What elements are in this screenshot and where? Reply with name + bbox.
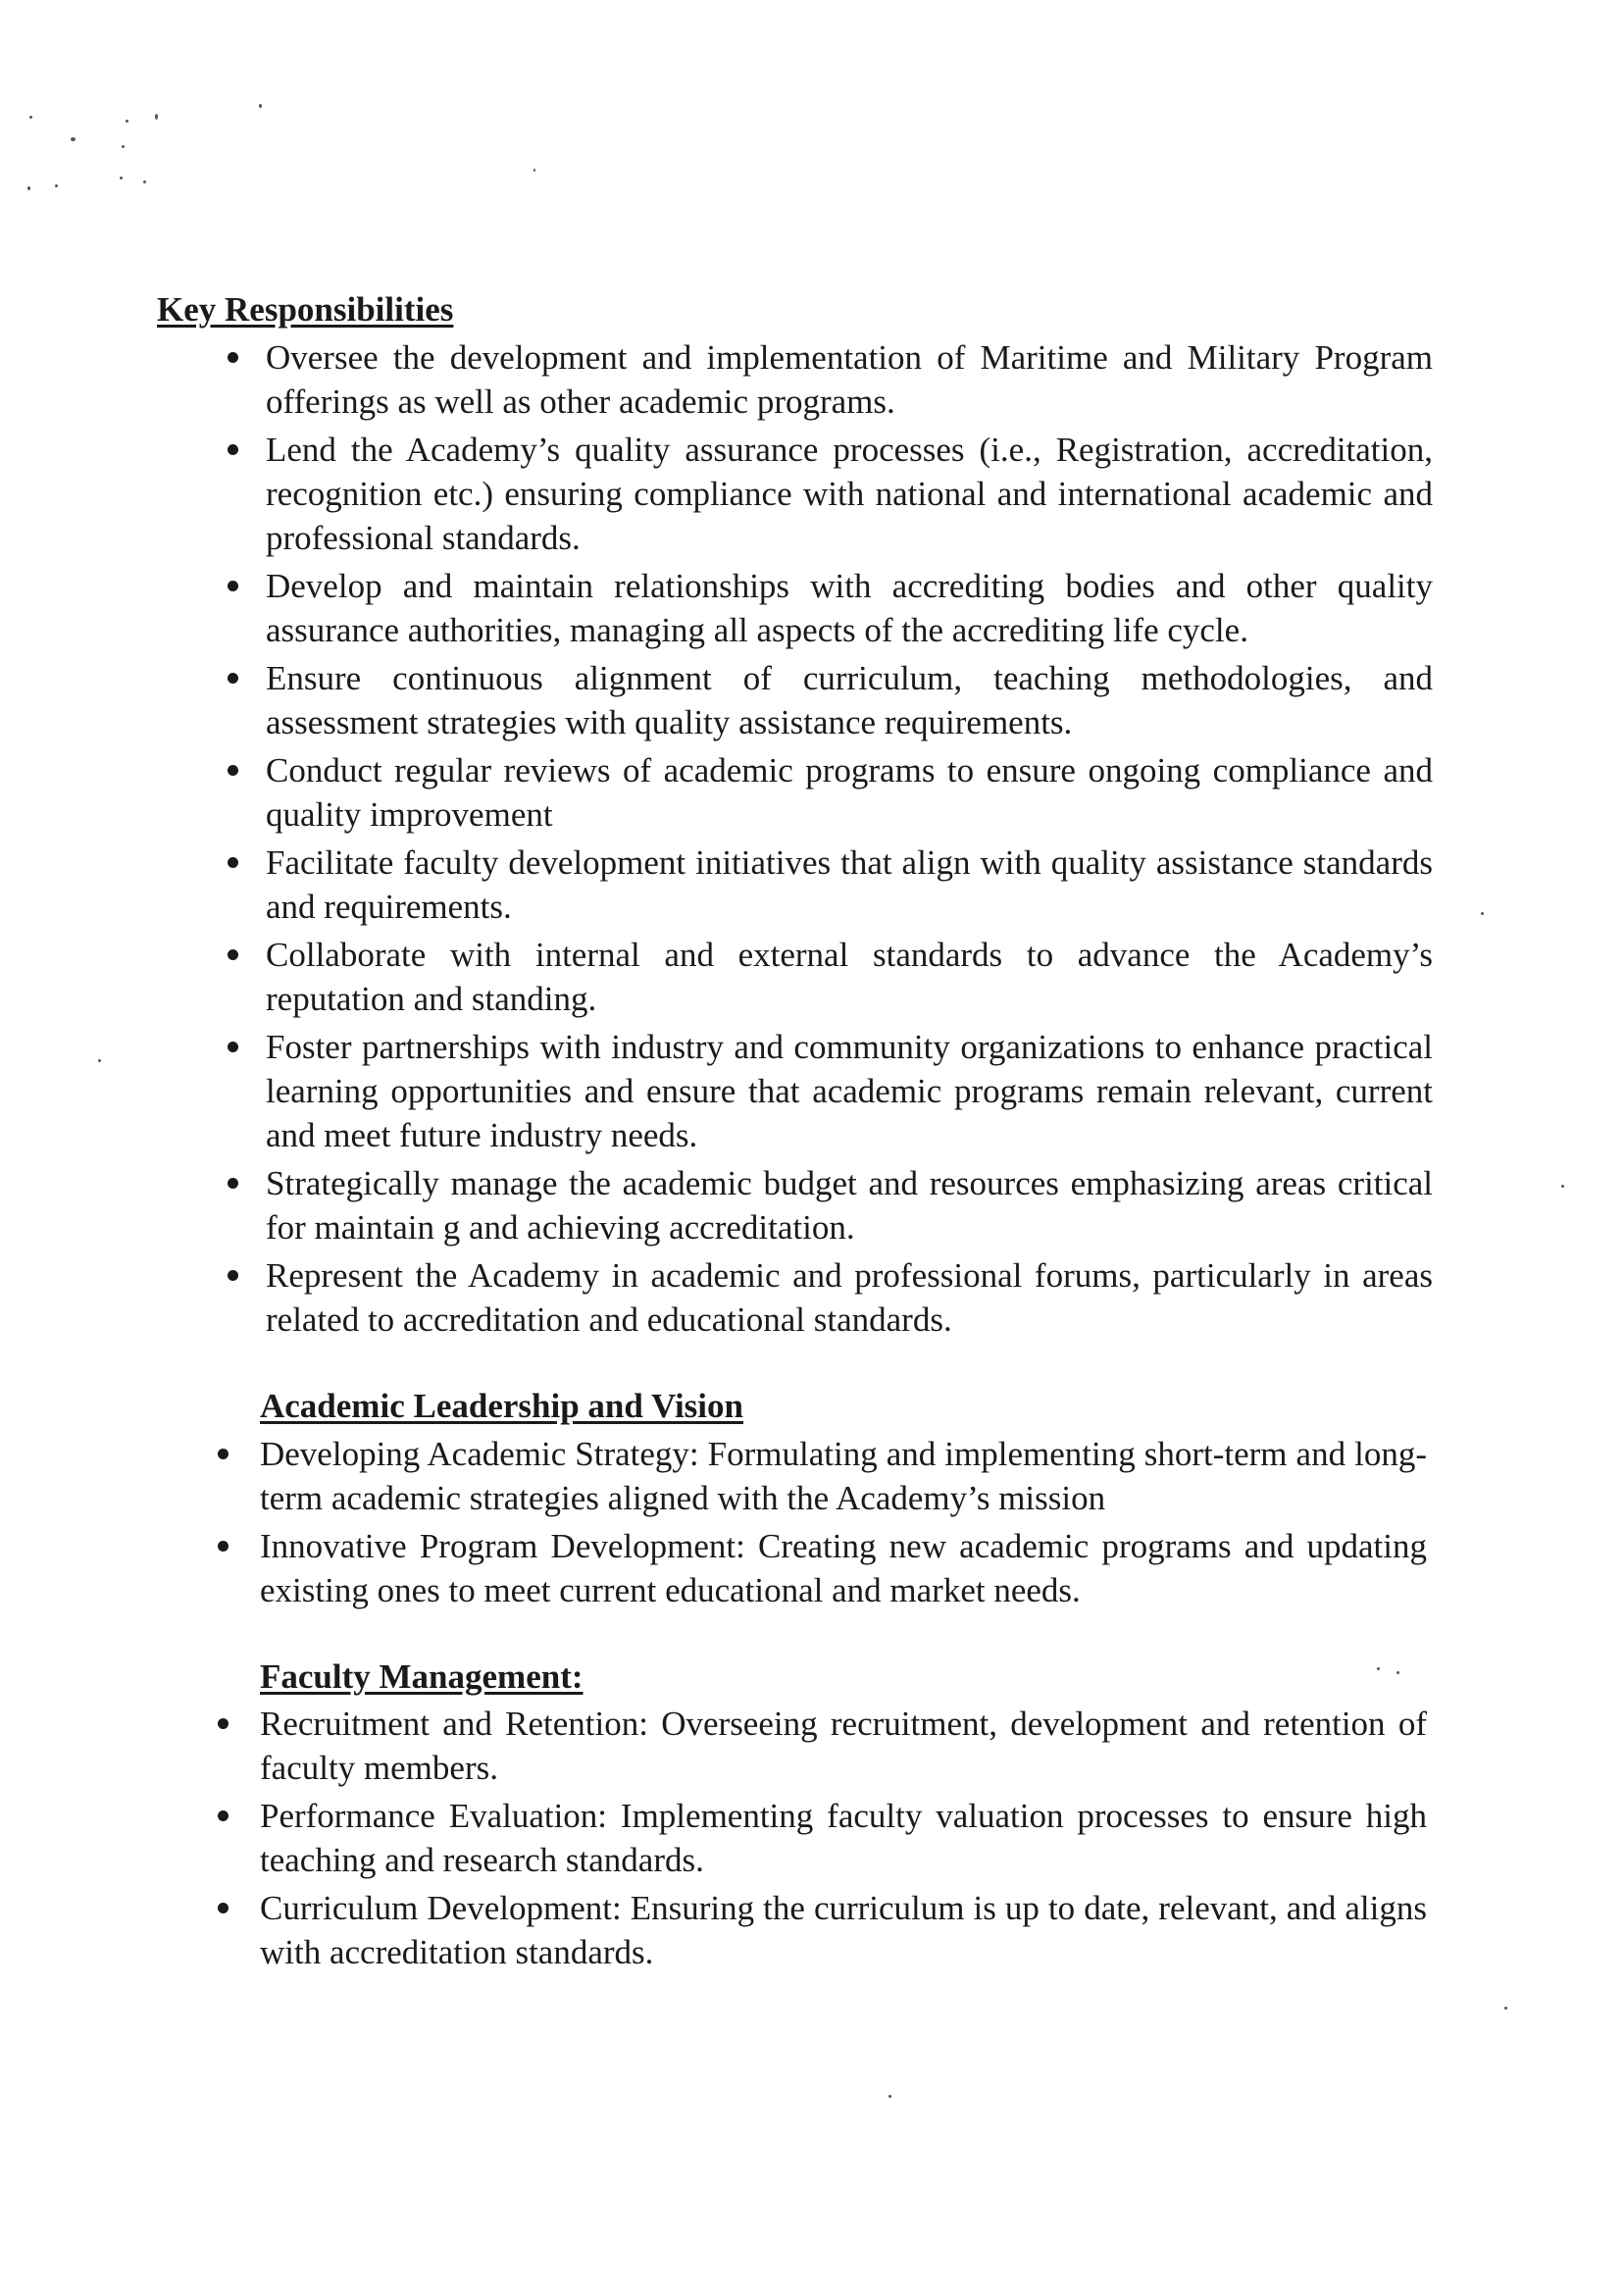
list-item-text: Ensure continuous alignment of curriculum, teaching methodologies, and assessment strategies with quality assistance requirements. (266, 659, 1433, 741)
scan-speck (98, 1059, 101, 1062)
list-item-text: Foster partnerships with industry and community organizations to enhance practical learning opportunities and ensure that academic programs remain relevant, current and meet future industry needs. (266, 1028, 1433, 1154)
scan-speck (55, 184, 58, 187)
list-item-text: Represent the Academy in academic and professional forums, particularly in areas related to accreditation and educational standards. (266, 1256, 1433, 1339)
list-item (260, 1702, 1427, 1790)
bullet-icon (228, 673, 238, 684)
list-item (266, 748, 1433, 837)
list-item (266, 1025, 1433, 1157)
scan-speck (1561, 1185, 1564, 1188)
section-title-academic-leadership: Academic Leadership and Vision (260, 1387, 743, 1425)
scan-speck (259, 104, 262, 108)
list-item-text: Strategically manage the academic budget and resources emphasizing areas critical for maintain g and achieving accreditation. (266, 1164, 1433, 1247)
scan-speck (27, 186, 30, 190)
bullet-icon (228, 1178, 238, 1189)
list-item (260, 1886, 1427, 1974)
scan-speck (155, 114, 158, 120)
bullet-icon (228, 949, 238, 960)
key-responsibilities-list (266, 335, 1433, 1342)
scan-speck (143, 180, 146, 183)
list-item-text: Develop and maintain relationships with accrediting bodies and other quality assurance authorities, managing all aspects of the accrediting life cycle. (266, 567, 1433, 649)
list-item (266, 564, 1433, 652)
section-title-key-responsibilities: Key Responsibilities (157, 290, 454, 329)
list-item-text: Collaborate with internal and external standards to advance the Academy’s reputation and standing. (266, 936, 1433, 1018)
list-item (260, 1794, 1427, 1882)
bullet-icon (228, 1270, 238, 1281)
bullet-icon (228, 581, 238, 591)
bullet-icon (228, 444, 238, 455)
scan-speck (29, 116, 32, 119)
list-item (266, 841, 1433, 929)
scan-speck (888, 2095, 891, 2098)
scan-speck (1504, 2007, 1507, 2010)
section-title-faculty-management: Faculty Management: (260, 1657, 584, 1696)
list-item-text: Oversee the development and implementation of Maritime and Military Program offerings as well as other academic programs. (266, 338, 1433, 421)
list-item-text: Curriculum Development: Ensuring the curriculum is up to date, relevant, and aligns with accreditation standards. (260, 1889, 1427, 1971)
list-item (266, 428, 1433, 560)
scan-speck (1377, 1667, 1380, 1670)
list-item-text: Innovative Program Development: Creating new academic programs and updating existing ones to meet current educational and market needs. (260, 1527, 1427, 1609)
list-item (266, 1161, 1433, 1249)
list-item (266, 1253, 1433, 1342)
scan-speck (1396, 1671, 1399, 1674)
scan-speck (120, 177, 123, 179)
bullet-icon (218, 1449, 228, 1459)
list-item-text: Recruitment and Retention: Overseeing recruitment, development and retention of faculty members. (260, 1705, 1427, 1787)
bullet-icon (218, 1541, 228, 1552)
bullet-icon (228, 352, 238, 363)
list-item-text: Developing Academic Strategy: Formulating and implementing short-term and long-term academic strategies aligned with the Academy’s mission (260, 1435, 1427, 1517)
academic-leadership-list (260, 1432, 1427, 1612)
scan-speck (71, 137, 76, 141)
bullet-icon (228, 857, 238, 868)
list-item (266, 933, 1433, 1021)
list-item (260, 1432, 1427, 1520)
bullet-icon (218, 1903, 228, 1913)
scan-speck (533, 169, 535, 172)
scan-speck (126, 120, 128, 123)
faculty-management-list (260, 1702, 1427, 1974)
bullet-icon (228, 765, 238, 776)
list-item-text: Facilitate faculty development initiatives that align with quality assistance standards and requirements. (266, 843, 1433, 926)
list-item (266, 656, 1433, 744)
list-item-text: Performance Evaluation: Implementing faculty valuation processes to ensure high teaching and research standards. (260, 1797, 1427, 1879)
list-item-text: Conduct regular reviews of academic programs to ensure ongoing compliance and quality improvement (266, 751, 1433, 834)
scan-speck (122, 145, 125, 148)
bullet-icon (218, 1810, 228, 1821)
list-item (260, 1524, 1427, 1612)
bullet-icon (228, 1042, 238, 1052)
list-item-text: Lend the Academy’s quality assurance processes (i.e., Registration, accreditation, recognition etc.) ensuring compliance with national and international academic and professional standards. (266, 431, 1433, 557)
scan-speck (1481, 912, 1484, 915)
list-item (266, 335, 1433, 424)
bullet-icon (218, 1718, 228, 1729)
